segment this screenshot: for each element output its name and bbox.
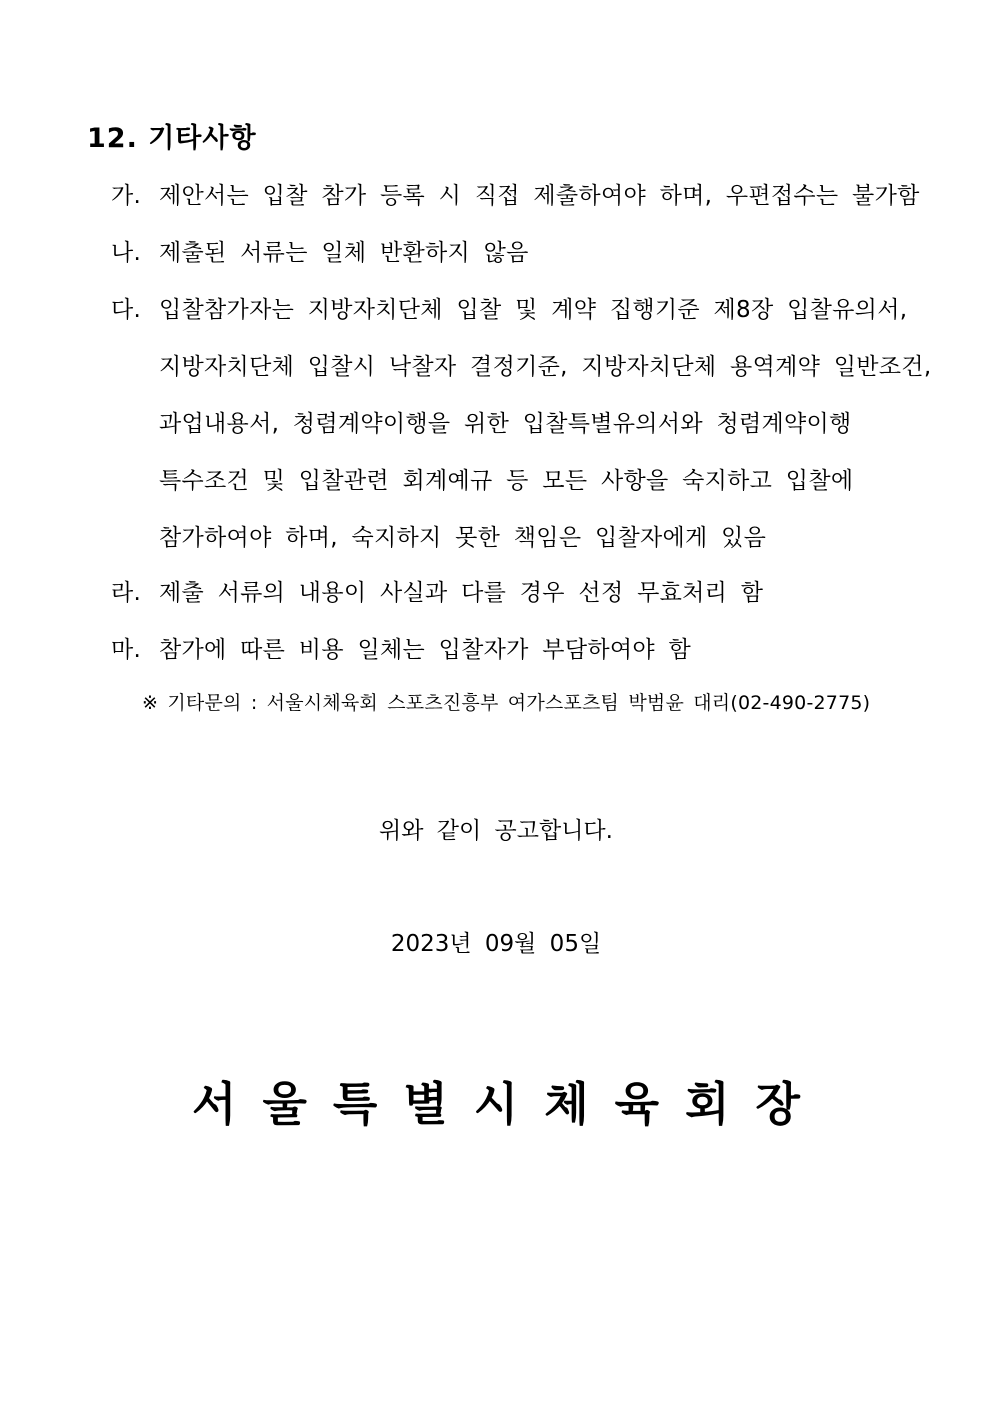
item-line: [111, 290, 931, 347]
item-text: 제안서는 입찰 참가 등록 시 직접 제출하여야 하며, 우편접수는 불가함: [159, 183, 920, 209]
list-item-ga: [111, 177, 920, 210]
item-marker: 마.: [111, 637, 142, 663]
item-marker: 라.: [111, 580, 142, 606]
item-line: 지방자치단체 입찰시 낙찰자 결정기준, 지방자치단체 용역계약 일반조건,: [159, 354, 932, 380]
item-marker: 가.: [111, 183, 142, 209]
contact-note: ※ 기타문의 : 서울시체육회 스포츠진흥부 여가스포츠팀 박범윤 대리(02-490-2775): [142, 692, 871, 714]
item-line: 특수조건 및 입찰관련 회계예규 등 모든 사항을 숙지하고 입찰에: [159, 468, 854, 494]
item-line: 참가하여야 하며, 숙지하지 못한 책임은 입찰자에게 있음: [159, 525, 767, 551]
list-item-da: [111, 290, 931, 575]
item-text: 입찰참가자는 지방자치단체 입찰 및 계약 집행기준 제8장 입찰유의서,: [159, 297, 908, 323]
list-item-na: [111, 234, 529, 267]
item-line: 과업내용서, 청렴계약이행을 위한 입찰특별유의서와 청렴계약이행: [159, 411, 852, 437]
item-text: 제출 서류의 내용이 사실과 다를 경우 선정 무효처리 함: [159, 580, 764, 606]
closing-statement: 위와 같이 공고합니다.: [379, 818, 613, 844]
list-item-ra: [111, 574, 763, 607]
issuer-name: 서울특별시체육회장: [192, 1077, 826, 1131]
item-text: 참가에 따른 비용 일체는 입찰자가 부담하여야 함: [159, 637, 692, 663]
item-text: 제출된 서류는 일체 반환하지 않음: [159, 240, 529, 266]
notice-date: 2023년 09월 05일: [390, 931, 602, 957]
item-marker: 나.: [111, 240, 142, 266]
section-title: 12. 기타사항: [87, 123, 257, 154]
item-marker: 다.: [111, 297, 142, 323]
list-item-ma: [111, 631, 691, 664]
